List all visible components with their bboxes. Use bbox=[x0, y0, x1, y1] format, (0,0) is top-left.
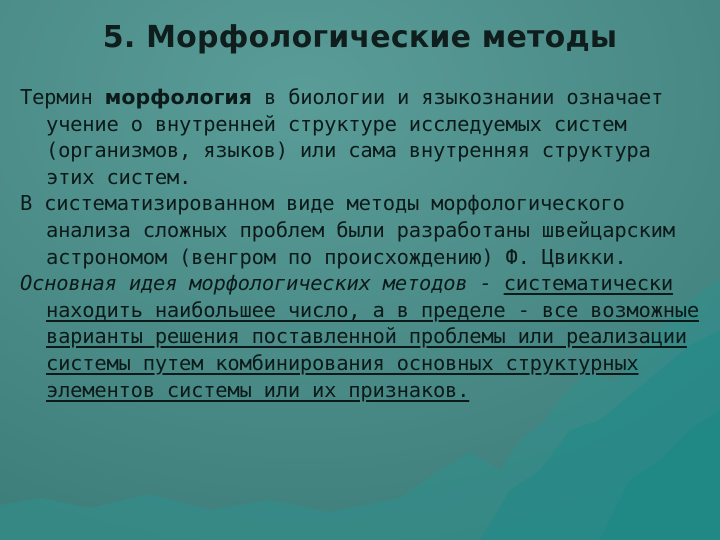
slide-body bbox=[20, 84, 710, 403]
underlined-text: систематически находить наибольшее число, а в пределе - все возможные варианты решения поставленной проблемы или реализации системы путем комбинирования основных структурных элементов системы или их признаков. bbox=[46, 271, 699, 402]
emphasized-term: морфология bbox=[104, 85, 252, 109]
paragraph-definition bbox=[20, 84, 710, 190]
paragraph-history: В систематизированном виде методы морфологического анализа сложных проблем были разработаны швейцарским астрономом (венгром по происхождению) Ф. Цвикки. bbox=[20, 191, 675, 269]
page-title: 5. Морфологические методы bbox=[102, 20, 618, 55]
paragraph-main-idea bbox=[20, 270, 710, 403]
italic-lead: Основная идея морфологических методов - bbox=[20, 271, 492, 296]
paragraph-text: Термин bbox=[20, 85, 105, 109]
paragraph-text: в биологии и языкознании означает учение о внутренней структуре исследуемых систем (организмов, языков) или сама внутренняя структура этих систем. bbox=[46, 85, 664, 189]
